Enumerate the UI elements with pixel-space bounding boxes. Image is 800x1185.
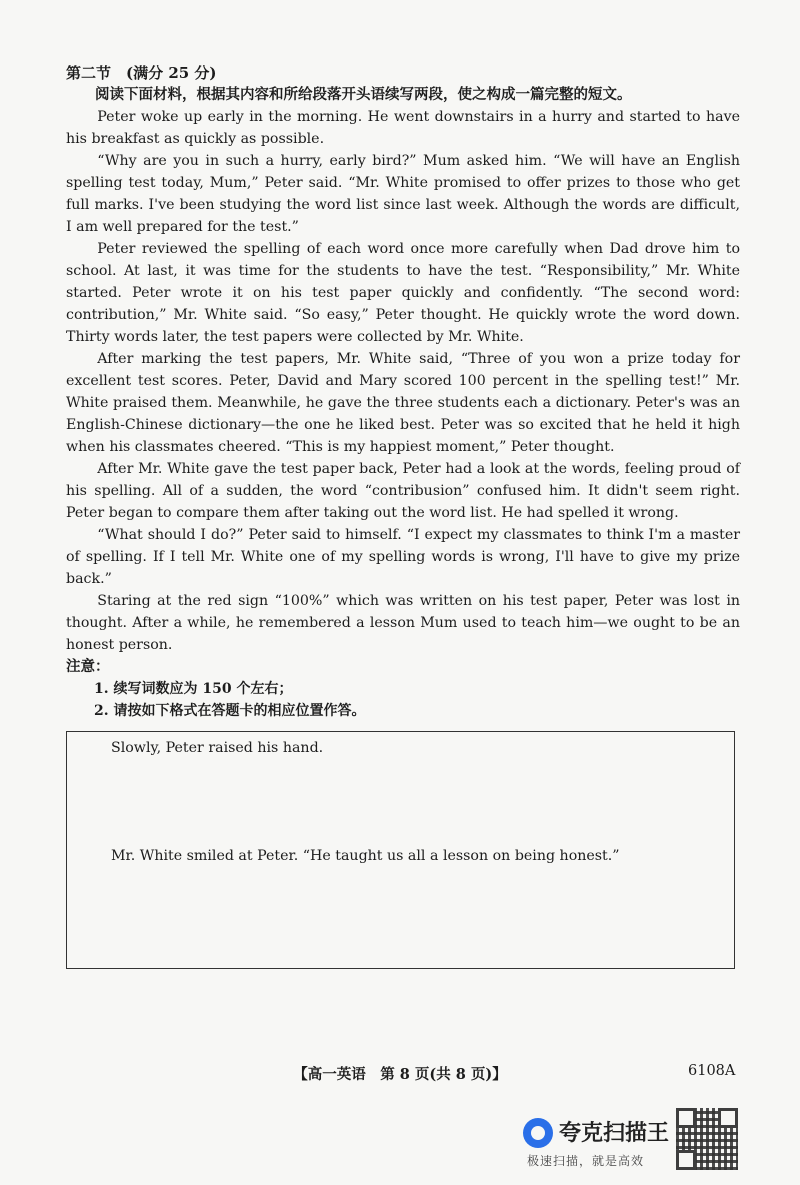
note-item-1: 1. 续写词数应为 150 个左右； <box>94 681 293 697</box>
passage-paragraph-5: After Mr. White gave the test paper back, Peter had a look at the words, feeling proud of his spelling. All of a sudden, the word “contribusion” confused him. It didn't seem right. Peter began to compare them after taking out the word list. He had spelled it wrong. <box>66 461 740 521</box>
passage-paragraph-2: “Why are you in such a hurry, early bird?” Mum asked him. “We will have an English spelling test today, Mum,” Peter said. “Mr. White promised to offer prizes to those who get full marks. I've been studying the word list since last week. Although the words are difficult, I am well prepared for the test.” <box>66 153 740 235</box>
paragraph-opener-2: Mr. White smiled at Peter. “He taught us all a lesson on being honest.” <box>111 848 620 864</box>
watermark-tagline: 极速扫描，就是高效 <box>527 1154 645 1168</box>
passage-paragraph-6: “What should I do?” Peter said to himself. “I expect my classmates to think I'm a master of spelling. If I tell Mr. White one of my spelling words is wrong, I'll have to give my prize back.” <box>66 527 740 587</box>
exam-code: 6108A <box>688 1063 736 1079</box>
watermark-name: 夸克扫描王 <box>559 1121 670 1146</box>
paragraph-opener-1: Slowly, Peter raised his hand. <box>111 740 324 756</box>
section-title: 第二节 (满分 25 分) <box>66 64 217 82</box>
passage-paragraph-3: Peter reviewed the spelling of each word once more carefully when Dad drove him to school. At last, it was time for the students to have the test. “Responsibility,” Mr. White started. Peter wrote it on his test paper quickly and confidently. “The second word: contribution,” Mr. White said. “So easy,” Peter thought. He quickly wrote the word down. Thirty words later, the test papers were collected by Mr. White. <box>66 241 740 345</box>
passage-paragraph-4: After marking the test papers, Mr. White said, “Three of you won a prize today for excellent test scores. Peter, David and Mary scored 100 percent in the spelling test!” Mr. White praised them. Meanwhile, he gave the three students each a dictionary. Peter's was an English-Chinese dictionary—the one he liked best. Peter was so excited that he held it high when his classmates cheered. “This is my happiest moment,” Peter thought. <box>66 351 740 455</box>
instruction: 阅读下面材料，根据其内容和所给段落开头语续写两段，使之构成一篇完整的短文。 <box>95 86 632 103</box>
exam-page <box>66 62 740 722</box>
quark-logo-icon <box>523 1118 553 1148</box>
page-footer: 【高一英语 第 8 页(共 8 页)】 <box>293 1066 507 1083</box>
note-item-2: 2. 请按如下格式在答题卡的相应位置作答。 <box>94 703 366 719</box>
qr-code-icon <box>676 1108 738 1170</box>
passage-paragraph-1: Peter woke up early in the morning. He went downstairs in a hurry and started to have his breakfast as quickly as possible. <box>66 109 740 147</box>
passage-paragraph-7: Staring at the red sign “100%” which was written on his test paper, Peter was lost in thought. After a while, he remembered a lesson Mum used to teach him—we ought to be an honest person. <box>66 593 740 653</box>
scanner-watermark <box>523 1108 753 1174</box>
answer-box <box>66 731 735 969</box>
notes-heading: 注意： <box>66 658 110 675</box>
